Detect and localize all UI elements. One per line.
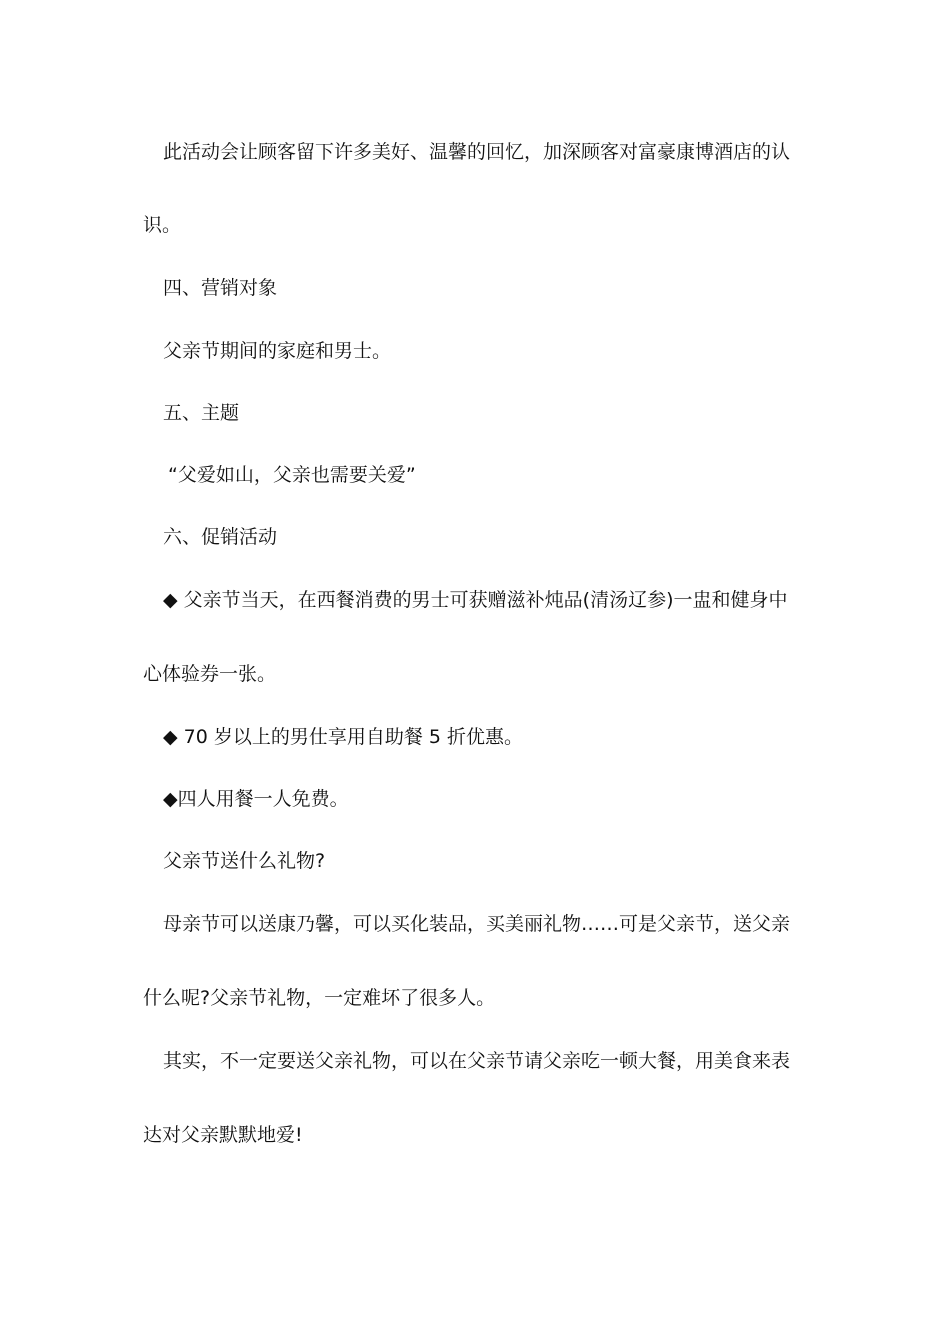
promotion-item-1-cont: 心体验券一张。 [143,663,277,685]
promotion-item-1: ◆ 父亲节当天，在西餐消费的男士可获赠滋补炖品(清汤辽参)一盅和健身中 [163,589,788,611]
heading-gift-question: 父亲节送什么礼物? [163,850,326,872]
promotion-item-3: ◆四人用餐一人免费。 [163,788,349,810]
paragraph-marketing-target: 父亲节期间的家庭和男士。 [163,340,392,362]
heading-marketing-target: 四、营销对象 [163,277,278,299]
paragraph-gift-cont: 什么呢?父亲节礼物，一定难坏了很多人。 [143,987,496,1009]
paragraph-activity-memory: 此活动会让顾客留下许多美好、温馨的回忆，加深顾客对富豪康博酒店的认 [163,141,791,163]
heading-promotion: 六、促销活动 [163,526,278,548]
paragraph-dinner: 其实，不一定要送父亲礼物，可以在父亲节请父亲吃一顿大餐，用美食来表 [163,1050,791,1072]
promotion-item-2: ◆ 70 岁以上的男仕享用自助餐 5 折优惠。 [163,726,524,748]
heading-theme: 五、主题 [163,402,240,424]
paragraph-theme-quote: “父爱如山，父亲也需要关爱” [168,464,416,486]
paragraph-gift: 母亲节可以送康乃馨，可以买化装品，买美丽礼物……可是父亲节，送父亲 [163,913,791,935]
paragraph-activity-memory-cont: 识。 [143,214,182,236]
paragraph-dinner-cont: 达对父亲默默地爱! [143,1124,303,1146]
